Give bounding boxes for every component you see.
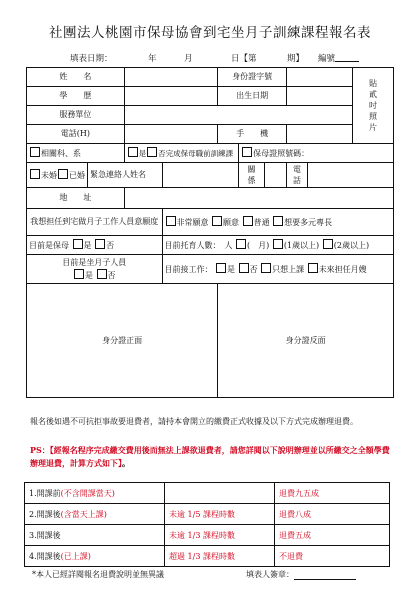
refund-row: [25, 546, 390, 567]
home-phone-input[interactable]: [124, 125, 218, 144]
education-input[interactable]: [124, 87, 218, 106]
working-weekend-label: 只想上課: [272, 265, 305, 274]
working-yes-checkbox[interactable]: [216, 263, 226, 273]
refund-stage: 2.開課後: [29, 509, 61, 519]
fill-date-label: 填表日期：: [70, 54, 113, 64]
married-label: 已婚: [69, 171, 85, 180]
caring-months-label: ( 月): [247, 241, 270, 250]
will-option-neutral-checkbox[interactable]: [243, 216, 253, 226]
nanny-license-checkbox[interactable]: [242, 147, 252, 157]
refund-stage: 1.開課前: [29, 488, 61, 498]
is-nanny-yes-label: 是: [83, 241, 92, 250]
postpartum-yes-checkbox[interactable]: [74, 269, 84, 279]
willingness-options: [162, 209, 394, 236]
serial-label: 編號: [318, 54, 336, 64]
will-option-very-checkbox[interactable]: [166, 216, 176, 226]
relation-text: 關係: [247, 165, 256, 185]
contact-phone-input[interactable]: [308, 163, 394, 188]
mobile-input[interactable]: [286, 125, 352, 144]
working-cell: [162, 255, 394, 284]
ps-end: 。: [122, 458, 130, 468]
postpartum-no-checkbox[interactable]: [97, 269, 107, 279]
is-nanny-no-label: 否: [106, 241, 115, 250]
photo-box[interactable]: [353, 68, 394, 144]
contact-phone-text: 電話: [293, 165, 301, 185]
period-close: 期】: [287, 54, 305, 64]
relation-input[interactable]: [264, 163, 286, 188]
emergency-contact-input[interactable]: [162, 163, 239, 188]
will-option-multi-checkbox[interactable]: [273, 216, 283, 226]
signature-label: 填表人簽章：: [246, 570, 294, 579]
is-nanny-yes-checkbox[interactable]: [73, 239, 83, 249]
caring-2yr-label: (2歲以上): [333, 241, 370, 250]
serial-field[interactable]: [318, 52, 335, 64]
footer-note: *本人已經詳閱報名退費說明並無異議: [32, 570, 164, 579]
refund-row: [25, 504, 390, 525]
unmarried-label: 未婚: [41, 171, 57, 180]
caring-2yr-checkbox[interactable]: [323, 239, 333, 249]
id-number-label: 身份證字號: [218, 68, 287, 87]
relation-label: [239, 163, 265, 188]
nanny-license-label: 保母證照號碼：: [253, 149, 310, 158]
signature-line[interactable]: [294, 570, 356, 580]
employer-label: 服務單位: [27, 106, 125, 125]
mobile-label: 手 機: [218, 125, 287, 144]
signature-field[interactable]: [246, 569, 356, 580]
day-period-open: [231, 52, 257, 64]
address-label: 地 址: [27, 188, 125, 209]
prep-yes-label: 是: [138, 149, 147, 158]
will-option-willing-label: 願意: [223, 218, 240, 227]
prep-no-checkbox[interactable]: [147, 147, 157, 157]
month-label: 月: [184, 54, 193, 64]
nanny-license-cell: [239, 144, 394, 163]
working-no-checkbox[interactable]: [239, 263, 249, 273]
day-label: 日: [231, 54, 240, 64]
will-option-neutral-label: 普通: [253, 218, 270, 227]
postpartum-cell: [27, 255, 163, 284]
refund-condition: [165, 483, 275, 504]
refund-condition: 未逾 1/3 課程時數: [165, 525, 275, 546]
will-option-willing-checkbox[interactable]: [212, 216, 222, 226]
id-number-input[interactable]: [286, 68, 352, 87]
fill-date-row: [0, 52, 420, 66]
contact-phone-label: [286, 163, 307, 188]
related-dept-cell: [27, 144, 125, 163]
id-back-label: 身分證反面: [285, 335, 326, 345]
postpartum-no-label: 否: [107, 270, 116, 280]
serial-blank[interactable]: [335, 52, 359, 62]
postpartum-yes-label: 是: [84, 270, 93, 280]
working-yes-label: 是: [227, 265, 236, 274]
refund-stage-cell: [25, 483, 165, 504]
refund-stage-cell: [25, 546, 165, 567]
caring-count-label: 目前托育人數： 人: [164, 241, 233, 250]
will-option-multi-label: 想要多元專長: [284, 218, 333, 227]
refund-rate: 不退費: [275, 546, 390, 567]
refund-stage-note: (已上課): [60, 551, 91, 561]
refund-note: 報名後如遇不可抗拒事故要退費者，請持本會開立的繳費正式收據及以下方式完成辦理退費。: [30, 417, 358, 426]
related-dept-checkbox[interactable]: [30, 147, 40, 157]
education-label: 學 歷: [27, 87, 125, 106]
period-open: 【第: [239, 54, 257, 64]
working-no-month-checkbox[interactable]: [308, 263, 318, 273]
marital-cell: [27, 163, 88, 188]
registration-form-table: [26, 67, 394, 398]
refund-stage-note: (不含開課當天): [60, 488, 115, 498]
refund-row: [25, 525, 390, 546]
working-weekend-checkbox[interactable]: [261, 263, 271, 273]
prep-training-cell: [124, 144, 238, 163]
ps-text: 【經報名程序完成繳交費用後而無法上課欲退費者，請您詳閱以下說明辦理並以所繳交之全額學費辦理退費，計算方式如下】: [30, 445, 390, 468]
refund-rate: 退費九五成: [275, 483, 390, 504]
year-label: 年: [148, 54, 157, 64]
related-dept-label: 相關科、系: [41, 149, 81, 158]
will-option-very-label: 非常願意: [176, 218, 209, 227]
birth-date-input[interactable]: [286, 87, 352, 106]
photo-label: 貼貳吋照片: [369, 79, 378, 132]
id-front-box[interactable]: [27, 284, 218, 398]
is-nanny-cell: [27, 236, 163, 255]
prep-yes-checkbox[interactable]: [128, 147, 138, 157]
name-input[interactable]: [124, 68, 218, 87]
home-phone-label: 電話(H): [27, 125, 125, 144]
refund-condition: 未逾 1/5 課程時數: [165, 504, 275, 525]
caring-1yr-label: (1歲以上): [283, 241, 320, 250]
married-checkbox[interactable]: [58, 169, 68, 179]
employer-input[interactable]: [124, 106, 352, 125]
working-no-month-label: 未來担任月嫂: [318, 265, 367, 274]
working-no-label: 否: [249, 265, 258, 274]
refund-stage-note: (含當天上課): [60, 509, 107, 519]
name-label: 姓 名: [27, 68, 125, 87]
postpartum-label: 目前是坐月子人員: [62, 257, 127, 267]
caring-1yr-checkbox[interactable]: [273, 239, 283, 249]
refund-table: [24, 482, 390, 567]
refund-condition: 超過 1/3 課程時數: [165, 546, 275, 567]
refund-stage-cell: [25, 525, 165, 546]
ps-notice: [30, 444, 392, 470]
willingness-label: 我想担任到宅做月子工作人員意願度: [27, 209, 163, 236]
id-front-label: 身分證正面: [102, 335, 143, 345]
page-title: 社團法人桃園市保母協會到宅坐月子訓練課程報名表: [49, 25, 371, 41]
birth-date-label: 出生日期: [218, 87, 287, 106]
caring-count-cell: [162, 236, 394, 255]
refund-stage: 4.開課後: [29, 551, 61, 561]
unmarried-checkbox[interactable]: [30, 169, 40, 179]
emergency-contact-label: 緊急連絡人姓名: [88, 163, 163, 188]
refund-stage-cell: [25, 504, 165, 525]
caring-months-checkbox[interactable]: [236, 239, 246, 249]
working-label: 目前接工作：: [164, 265, 213, 274]
refund-rate: 退費五成: [275, 525, 390, 546]
is-nanny-label: 目前是保母: [29, 241, 69, 250]
ps-prefix: PS：: [30, 445, 50, 455]
id-back-box[interactable]: [218, 284, 394, 398]
is-nanny-no-checkbox[interactable]: [95, 239, 105, 249]
refund-row: [25, 483, 390, 504]
refund-stage: 3.開課後: [29, 530, 61, 540]
address-input[interactable]: [124, 188, 393, 209]
refund-rate: 退費八成: [275, 504, 390, 525]
prep-training-label: 否完成保母職前訓練課: [158, 149, 234, 158]
